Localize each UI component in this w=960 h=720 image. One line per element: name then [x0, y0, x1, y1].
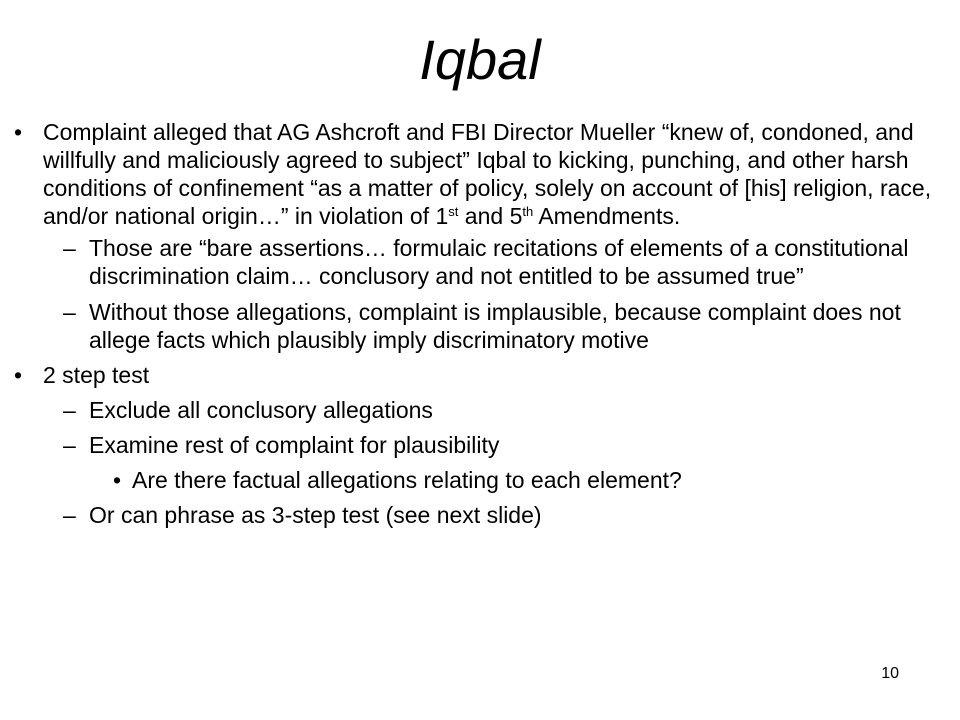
bullet-marker: • — [14, 362, 23, 388]
ordinal-suffix: th — [522, 204, 534, 219]
sub-bullet-examine-rest — [0, 431, 943, 459]
bullet-text — [43, 119, 931, 229]
bullet-text-part: Amendments. — [533, 203, 681, 229]
dash-marker: – — [63, 432, 76, 458]
bullet-text: 2 step test — [43, 362, 150, 388]
bullet-marker: • — [14, 119, 23, 145]
sub-bullet-text: Examine rest of complaint for plausibility — [89, 432, 500, 458]
sub-bullet-text: Exclude all conclusory allegations — [89, 397, 433, 423]
bullet-text-part: and 5 — [458, 203, 523, 229]
dash-marker: – — [63, 397, 76, 423]
sub-bullet-exclude-conclusory — [0, 396, 943, 424]
sub-sub-bullet-factual-allegations — [0, 466, 932, 494]
dash-marker: – — [63, 502, 76, 528]
bullet-text-part: Complaint alleged that AG Ashcroft and FBI Director Mueller “knew of, condoned, and willfully and maliciously agreed to subject” Iqbal to kicking, punching, and other harsh conditions of confinement “as a matter of policy, solely on account of [his] religion, race, and/or national origin…” in violation of 1 — [43, 119, 932, 229]
page-number: 10 — [881, 665, 899, 682]
ordinal-suffix: st — [448, 204, 459, 219]
dash-marker: – — [63, 235, 76, 261]
sub-bullet-text: Or can phrase as 3-step test (see next slide) — [89, 502, 542, 528]
sub-sub-bullet-text: Are there factual allegations relating to each element? — [132, 467, 682, 493]
slide-body — [0, 118, 960, 529]
bullet-two-step-test — [0, 361, 943, 389]
slide-title: Iqbal — [419, 28, 541, 91]
sub-bullet-text: Those are “bare assertions… formulaic recitations of elements of a constitutional discrimination claim… conclusory and not entitled to be assumed true” — [89, 235, 909, 289]
dash-marker: – — [63, 299, 76, 325]
sub-bullet-three-step — [0, 501, 943, 529]
bullet-marker: • — [113, 467, 122, 493]
bullet-complaint-alleged — [0, 118, 943, 230]
sub-bullet-text: Without those allegations, complaint is implausible, because complaint does not allege facts which plausibly imply discriminatory motive — [89, 299, 901, 353]
sub-bullet-without-allegations — [0, 298, 943, 354]
sub-bullet-bare-assertions — [0, 234, 943, 290]
